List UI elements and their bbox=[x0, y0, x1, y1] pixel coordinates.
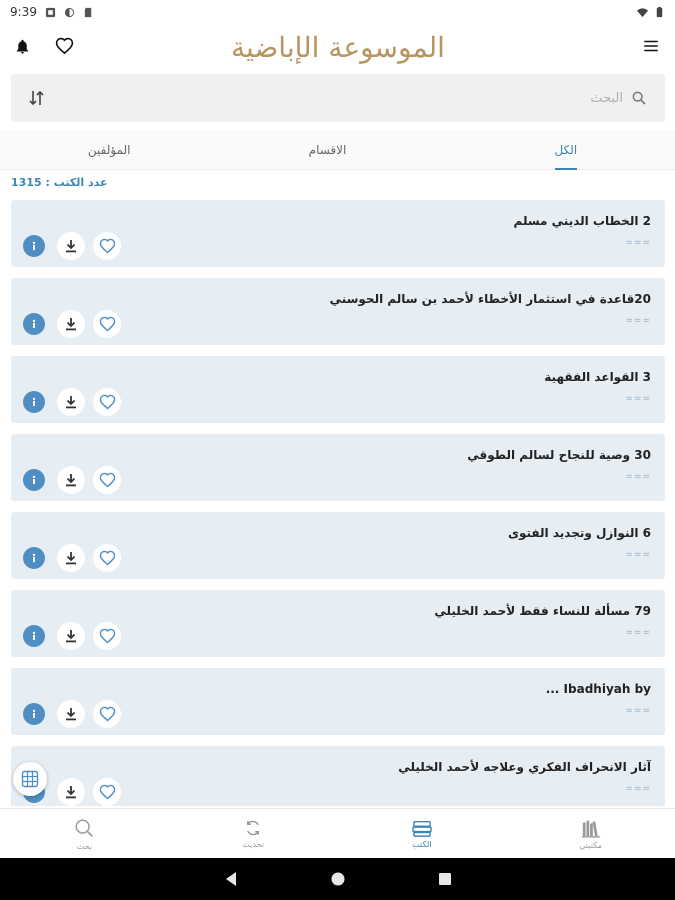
book-card[interactable] bbox=[11, 590, 665, 657]
notification-icon bbox=[45, 7, 56, 18]
book-title: 6 النوازل وتجديد الفتوى bbox=[507, 526, 651, 540]
book-title: Ibadhiyah by ... bbox=[545, 682, 651, 696]
favorite-heart-icon[interactable] bbox=[93, 388, 121, 416]
grid-icon bbox=[21, 770, 39, 788]
download-icon[interactable] bbox=[57, 700, 85, 728]
book-list bbox=[11, 200, 665, 806]
app-logo: الموسوعة الإباضية bbox=[231, 30, 445, 64]
download-icon[interactable] bbox=[57, 778, 85, 806]
book-subtitle: === bbox=[625, 316, 651, 326]
favorite-heart-icon[interactable] bbox=[93, 466, 121, 494]
books-icon bbox=[411, 819, 433, 837]
nav-search-label: بحث bbox=[76, 841, 92, 851]
back-icon[interactable] bbox=[224, 871, 238, 887]
menu-icon[interactable] bbox=[637, 32, 665, 60]
info-icon[interactable] bbox=[23, 469, 45, 491]
download-icon[interactable] bbox=[57, 388, 85, 416]
book-subtitle: === bbox=[625, 394, 651, 404]
sync-status-icon bbox=[64, 7, 75, 18]
search-bar bbox=[11, 74, 665, 122]
book-subtitle: === bbox=[625, 628, 651, 638]
download-icon[interactable] bbox=[57, 232, 85, 260]
download-icon[interactable] bbox=[57, 466, 85, 494]
tab-all-label: الكل bbox=[554, 142, 578, 157]
book-subtitle: === bbox=[625, 550, 651, 560]
library-icon bbox=[580, 818, 602, 838]
nav-books-label: الكتب bbox=[412, 839, 432, 849]
status-time: 9:39 bbox=[10, 5, 37, 19]
favorite-heart-icon[interactable] bbox=[93, 310, 121, 338]
book-subtitle: === bbox=[625, 706, 651, 716]
info-icon[interactable] bbox=[23, 703, 45, 725]
book-title: 30 وصية للنجاح لسالم الطوقي bbox=[467, 448, 651, 462]
download-icon[interactable] bbox=[57, 310, 85, 338]
nav-books[interactable] bbox=[338, 809, 507, 858]
book-subtitle: === bbox=[625, 784, 651, 794]
info-icon[interactable] bbox=[23, 235, 45, 257]
book-title: 2 الخطاب الديني مسلم bbox=[513, 214, 651, 228]
system-navigation-bar bbox=[0, 858, 675, 900]
book-count: عدد الكتب : 1315 bbox=[11, 176, 108, 189]
bell-icon[interactable] bbox=[8, 32, 36, 60]
nav-search[interactable] bbox=[0, 809, 169, 858]
book-title: 20قاعدة في استثمار الأخطاء لأحمد بن سالم الحوسني bbox=[329, 292, 651, 306]
grid-view-button[interactable] bbox=[13, 762, 47, 796]
favorite-heart-icon[interactable] bbox=[93, 544, 121, 572]
book-card[interactable] bbox=[11, 668, 665, 735]
tab-all[interactable] bbox=[437, 130, 675, 169]
tab-authors[interactable] bbox=[0, 130, 218, 169]
book-card[interactable] bbox=[11, 512, 665, 579]
favorite-heart-icon[interactable] bbox=[93, 232, 121, 260]
search-input[interactable] bbox=[57, 91, 623, 106]
book-card[interactable] bbox=[11, 356, 665, 423]
book-card[interactable] bbox=[11, 200, 665, 267]
info-icon[interactable] bbox=[23, 547, 45, 569]
info-icon[interactable] bbox=[23, 625, 45, 647]
book-card[interactable] bbox=[11, 278, 665, 345]
nav-update[interactable] bbox=[169, 809, 338, 858]
refresh-icon bbox=[244, 819, 262, 837]
book-subtitle: === bbox=[625, 472, 651, 482]
bottom-navigation bbox=[0, 808, 675, 858]
tab-authors-label: المؤلفين bbox=[87, 142, 131, 157]
nav-library-label: مكتبتي bbox=[579, 840, 602, 850]
search-icon bbox=[627, 86, 651, 110]
favorite-heart-icon[interactable] bbox=[93, 778, 121, 806]
book-card[interactable] bbox=[11, 434, 665, 501]
book-subtitle: === bbox=[625, 238, 651, 248]
sort-icon[interactable] bbox=[25, 86, 49, 110]
nav-update-label: تحديث bbox=[242, 839, 264, 849]
download-icon[interactable] bbox=[57, 622, 85, 650]
info-icon[interactable] bbox=[23, 391, 45, 413]
wifi-icon bbox=[637, 7, 648, 18]
favorites-heart-icon[interactable] bbox=[50, 32, 78, 60]
book-title: آثار الانحراف الفكري وعلاجه لأحمد الخليلي bbox=[398, 760, 651, 774]
download-icon[interactable] bbox=[57, 544, 85, 572]
tab-sections[interactable] bbox=[218, 130, 436, 169]
status-bar bbox=[0, 0, 675, 24]
nav-library[interactable] bbox=[506, 809, 675, 858]
favorite-heart-icon[interactable] bbox=[93, 622, 121, 650]
favorite-heart-icon[interactable] bbox=[93, 700, 121, 728]
book-title: 3 القواعد الفقهية bbox=[544, 370, 651, 384]
app-header bbox=[0, 24, 675, 70]
category-tabs bbox=[0, 130, 675, 170]
info-icon[interactable] bbox=[23, 313, 45, 335]
book-card[interactable] bbox=[11, 746, 665, 806]
tab-sections-label: الاقسام bbox=[308, 142, 347, 157]
search-icon bbox=[73, 817, 95, 839]
battery-icon bbox=[654, 7, 665, 18]
sd-card-icon bbox=[83, 7, 94, 18]
recents-icon[interactable] bbox=[438, 872, 452, 886]
home-icon[interactable] bbox=[330, 871, 346, 887]
book-title: 79 مسألة للنساء فقط لأحمد الخليلي bbox=[434, 604, 651, 618]
